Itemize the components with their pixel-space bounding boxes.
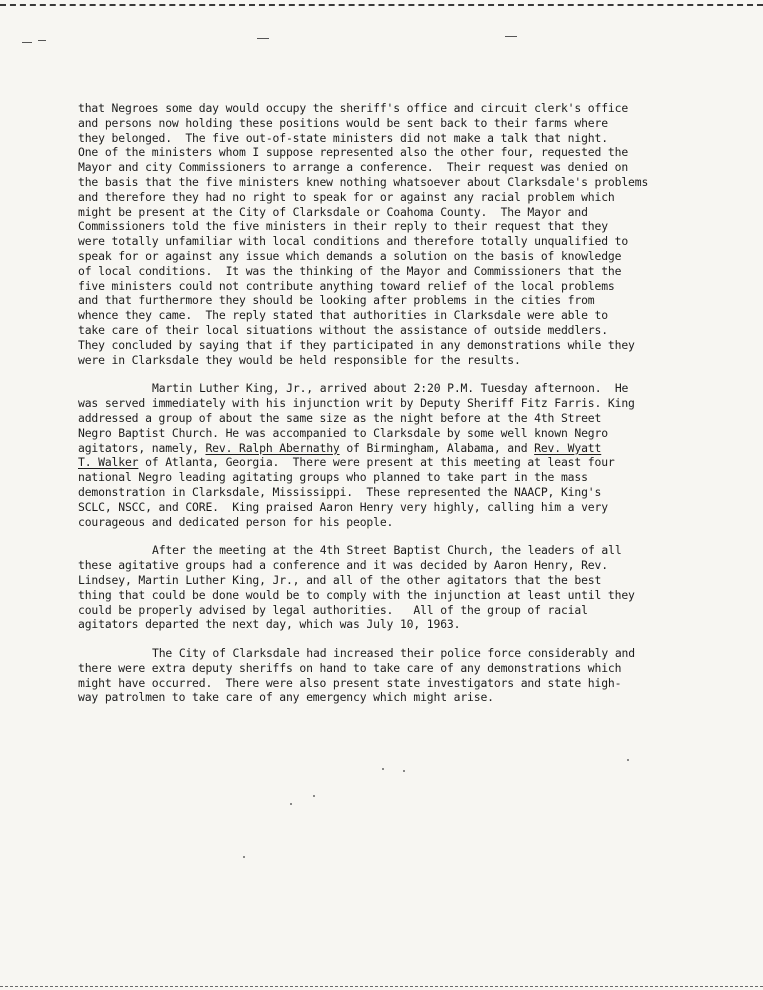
paragraph bbox=[78, 646, 718, 705]
text-line bbox=[78, 234, 718, 249]
text-line bbox=[78, 101, 718, 116]
bottom-edge-rule bbox=[0, 986, 763, 987]
text-line bbox=[78, 470, 718, 485]
text-segment: thing that could be done would be to comply with the injunction at least until they bbox=[78, 587, 635, 602]
text-line bbox=[78, 426, 718, 441]
text-segment: SCLC, NSCC, and CORE. King praised Aaron Henry very highly, calling him a very bbox=[78, 499, 608, 514]
text-segment: Mayor and city Commissioners to arrange a conference. Their request was denied on bbox=[78, 160, 629, 175]
scan-mark bbox=[627, 759, 629, 761]
text-line bbox=[78, 175, 718, 190]
text-line bbox=[78, 338, 718, 353]
text-segment: agitators departed the next day, which was July 10, 1963. bbox=[78, 617, 461, 632]
text-segment: they belonged. The five out-of-state ministers did not make a talk that night. bbox=[78, 130, 608, 145]
text-line bbox=[78, 323, 718, 338]
text-segment: and therefore they had no right to speak for or against any racial problem which bbox=[78, 189, 615, 204]
text-line bbox=[78, 131, 718, 146]
text-segment: After the meeting at the 4th Street Baptist Church, the leaders of all bbox=[152, 543, 622, 558]
underlined-name: Rev. Wyatt bbox=[534, 440, 602, 455]
text-line bbox=[78, 603, 718, 618]
text-line bbox=[78, 515, 718, 530]
text-line bbox=[78, 676, 718, 691]
text-segment: The City of Clarksdale had increased their police force considerably and bbox=[152, 646, 635, 661]
text-line bbox=[78, 190, 718, 205]
text-line bbox=[78, 308, 718, 323]
text-segment: Negro Baptist Church. He was accompanied to Clarksdale by some well known Negro bbox=[78, 425, 608, 440]
text-segment: these agitative groups had a conference and it was decided by Aaron Henry, Rev. bbox=[78, 558, 608, 573]
scan-mark bbox=[313, 795, 315, 797]
text-line bbox=[78, 441, 718, 456]
text-segment: take care of their local situations without the assistance of outside meddlers. bbox=[78, 322, 608, 337]
text-line bbox=[78, 661, 718, 676]
text-line bbox=[78, 543, 718, 558]
text-segment: and persons now holding these positions would be sent back to their farms where bbox=[78, 115, 608, 130]
text-segment: might be present at the City of Clarksdale or Coahoma County. The Mayor and bbox=[78, 204, 588, 219]
text-line bbox=[78, 279, 718, 294]
text-segment: five ministers could not contribute anything toward relief of the local problems bbox=[78, 278, 615, 293]
text-line bbox=[78, 396, 718, 411]
scan-mark bbox=[257, 38, 269, 39]
paragraph bbox=[78, 101, 718, 367]
text-line bbox=[78, 455, 718, 470]
text-line bbox=[78, 293, 718, 308]
text-segment: that Negroes some day would occupy the sheriff's office and circuit clerk's office bbox=[78, 101, 629, 115]
text-segment: addressed a group of about the same size as the night before at the 4th Street bbox=[78, 410, 602, 425]
scan-mark bbox=[505, 36, 517, 37]
text-segment: courageous and dedicated person for his people. bbox=[78, 514, 394, 529]
text-segment: way patrolmen to take care of any emergency which might arise. bbox=[78, 690, 494, 705]
text-segment: could be properly advised by legal authorities. All of the group of racial bbox=[78, 602, 588, 617]
text-line bbox=[78, 690, 718, 705]
text-segment: the basis that the five ministers knew nothing whatsoever about Clarksdale's problems bbox=[78, 174, 649, 189]
text-segment: of Birmingham, Alabama, and bbox=[339, 440, 535, 455]
scan-mark bbox=[22, 42, 32, 43]
text-segment: there were extra deputy sheriffs on hand to take care of any demonstrations which bbox=[78, 660, 622, 675]
text-line bbox=[78, 264, 718, 279]
text-line bbox=[78, 353, 718, 368]
paragraph bbox=[78, 381, 718, 529]
text-line bbox=[78, 160, 718, 175]
text-segment: and that furthermore they should be looking after problems in the cities from bbox=[78, 293, 595, 308]
text-segment: was served immediately with his injunction writ by Deputy Sheriff Fitz Farris. King bbox=[78, 396, 635, 411]
text-segment: were in Clarksdale they would be held responsible for the results. bbox=[78, 352, 521, 367]
text-segment: agitators, namely, bbox=[78, 440, 206, 455]
text-line bbox=[78, 588, 718, 603]
text-segment: whence they came. The reply stated that authorities in Clarksdale were able to bbox=[78, 308, 608, 323]
text-line bbox=[78, 116, 718, 131]
text-segment: speak for or against any issue which demands a solution on the basis of knowledge bbox=[78, 248, 622, 263]
text-line bbox=[78, 573, 718, 588]
text-segment: of local conditions. It was the thinking of the Mayor and Commissioners that the bbox=[78, 263, 622, 278]
text-line bbox=[78, 617, 718, 632]
scan-mark bbox=[290, 803, 292, 805]
text-segment: national Negro leading agitating groups who planned to take part in the mass bbox=[78, 470, 588, 485]
text-line bbox=[78, 205, 718, 220]
scan-mark bbox=[403, 770, 405, 772]
underlined-name: T. Walker bbox=[78, 455, 139, 470]
text-segment: Martin Luther King, Jr., arrived about 2:20 P.M. Tuesday afternoon. He bbox=[152, 381, 629, 396]
text-segment: They concluded by saying that if they participated in any demonstrations while they bbox=[78, 337, 635, 352]
text-line bbox=[78, 145, 718, 160]
text-line bbox=[78, 249, 718, 264]
text-line bbox=[78, 500, 718, 515]
text-segment: One of the ministers whom I suppose represented also the other four, requested the bbox=[78, 145, 629, 160]
text-line bbox=[78, 219, 718, 234]
scan-mark bbox=[38, 40, 46, 41]
text-segment: of Atlanta, Georgia. There were present at this meeting at least four bbox=[138, 455, 615, 470]
text-line bbox=[78, 646, 718, 661]
text-segment: Lindsey, Martin Luther King, Jr., and all of the other agitators that the best bbox=[78, 572, 602, 587]
text-segment: might have occurred. There were also present state investigators and state high- bbox=[78, 675, 622, 690]
text-segment: demonstration in Clarksdale, Mississippi. These represented the NAACP, King's bbox=[78, 484, 602, 499]
scan-mark bbox=[382, 768, 384, 770]
top-edge-rule bbox=[0, 4, 763, 6]
underlined-name: Rev. Ralph Abernathy bbox=[205, 440, 340, 455]
text-line bbox=[78, 411, 718, 426]
scan-mark bbox=[243, 856, 245, 858]
text-line bbox=[78, 485, 718, 500]
text-segment: were totally unfamiliar with local conditions and therefore totally unqualified to bbox=[78, 234, 629, 249]
text-segment: Commissioners told the five ministers in their reply to their request that they bbox=[78, 219, 608, 234]
paragraph bbox=[78, 543, 718, 632]
text-line bbox=[78, 558, 718, 573]
text-line bbox=[78, 381, 718, 396]
document-body bbox=[78, 101, 718, 719]
